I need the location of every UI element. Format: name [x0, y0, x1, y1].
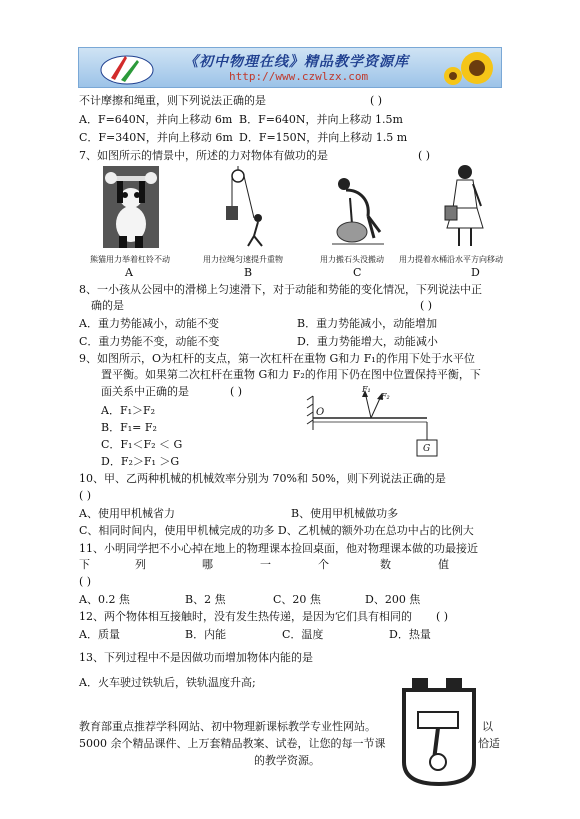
engine-cylinder-diagram — [398, 676, 480, 788]
intro-text: 不计摩擦和绳重，则下列说法正确的是 — [79, 94, 266, 107]
pulley-lifting-image — [218, 166, 274, 248]
q12-text: 12、两个物体相互接触时，没有发生热传递，是因为它们具有相同的 — [79, 610, 412, 623]
q8-option-b: B．重力势能减小，动能增加 — [297, 317, 438, 330]
q6-option-b: B．F=640N，并向上移动 1.5m — [239, 113, 403, 126]
banner-url[interactable]: http://www.czwlzx.com — [229, 70, 369, 83]
q11-word-4: 一 — [260, 558, 271, 571]
q11-word-5: 个 — [318, 558, 329, 571]
q10-option-b: B、使用甲机械做功多 — [291, 507, 399, 520]
q9-option-c: C．F₁＜F₂ ＜ G — [101, 438, 183, 451]
q11-word-2: 列 — [135, 558, 146, 571]
lever-weight-label: G — [423, 444, 431, 454]
panda-lifting-image — [103, 166, 159, 248]
sunflower-icon — [439, 48, 501, 88]
q7-caption-d: 用力提着水桶沿水平方向移动 — [399, 255, 503, 264]
lifting-rock-image — [330, 166, 386, 248]
q7-label-b: B — [244, 266, 253, 279]
q12-option-c: C．温度 — [282, 628, 324, 641]
q12-option-a: A．质量 — [79, 628, 120, 641]
lever-fulcrum-label: O — [316, 407, 325, 418]
q10-paren: ( ) — [79, 489, 92, 502]
q7-paren: ( ) — [418, 149, 431, 162]
q11-option-c: C、20 焦 — [273, 593, 321, 606]
intro-paren: ( ) — [370, 94, 383, 107]
q7-text: 7、如图所示的情景中，所述的力对物体有做功的是 — [79, 149, 328, 162]
q11-word-7: 值 — [438, 558, 449, 571]
q8-text: 8、一小孩从公园中的滑梯上匀速滑下，对于动能和势能的变化情况，下列说法中正 — [79, 283, 482, 296]
q11-option-a: A、0.2 焦 — [79, 593, 130, 606]
q7-label-a: A — [125, 266, 133, 279]
q8-option-a: A．重力势能减小，动能不变 — [79, 317, 219, 330]
q10-option-a: A、使用甲机械省力 — [79, 507, 175, 520]
q9-text-cont1: 置平衡。如果第二次杠杆在重物 G和力 F₂的作用下仍在图中位置保持平衡，下 — [101, 368, 481, 381]
q8-option-c: C．重力势能不变，动能不变 — [79, 335, 220, 348]
q10-text: 10、甲、乙两种机械的机械效率分别为 70%和 50%，则下列说法正确的是 — [79, 472, 446, 485]
q12-option-d: D．热量 — [389, 628, 431, 641]
q10-option-c: C、相同时间内，使用甲机械完成的功多 D、乙机械的额外功在总功中占的比例大 — [79, 524, 474, 537]
header-banner — [78, 47, 502, 88]
q7-caption-a: 熊猫用力举着杠铃不动 — [90, 255, 170, 264]
banner-title: 《初中物理在线》精品教学资源库 — [184, 54, 409, 70]
q13-option-a: A．火车驶过铁轨后，铁轨温度升高; — [79, 676, 256, 689]
q9-option-b: B．F₁= F₂ — [101, 421, 157, 434]
q9-paren: ( ) — [230, 385, 243, 398]
q8-paren: ( ) — [420, 299, 433, 312]
footer-line-2: 5000 余个精品课件、上万套精品教案、试卷，让您的每一节课 — [79, 737, 386, 750]
q11-option-d: D、200 焦 — [365, 593, 421, 606]
q11-option-b: B、2 焦 — [185, 593, 226, 606]
q9-option-d: D．F₂＞F₁ ＞G — [101, 455, 180, 468]
footer-line-2-end: 恰适 — [478, 737, 500, 750]
q9-text-cont2: 面关系中正确的是 — [101, 385, 189, 398]
q7-caption-c: 用力搬石头没搬动 — [320, 255, 384, 264]
lever-f1-label: F₁ — [362, 385, 371, 394]
q9-option-a: A．F₁＞F₂ — [101, 404, 156, 417]
q12-paren: ( ) — [436, 610, 449, 623]
q6-option-d: D．F=150N，并向上移动 1.5 m — [239, 131, 408, 144]
q11-word-6: 数 — [380, 558, 391, 571]
q7-label-c: C — [353, 266, 362, 279]
q9-text: 9、如图所示，O为杠杆的支点，第一次杠杆在重物 G和力 F₁的作用下处于水平位 — [79, 352, 475, 365]
q7-label-d: D — [471, 266, 480, 279]
footer-line-3: 的教学资源。 — [254, 754, 320, 767]
site-logo-icon — [97, 50, 157, 86]
q8-option-d: D．重力势能增大，动能减小 — [297, 335, 438, 348]
footer-line-1-end: 以 — [482, 720, 493, 733]
footer-line-1: 教育部重点推荐学科网站、初中物理新课标教学专业性网站。 — [79, 720, 376, 733]
q11-word-1: 下 — [79, 558, 90, 571]
q11-text: 11、小明同学把不小心掉在地上的物理课本捡回桌面，他对物理课本做的功最接近 — [79, 542, 478, 555]
carrying-bucket-image — [437, 162, 493, 250]
q11-word-3: 哪 — [202, 558, 213, 571]
lever-f2-label: F₂ — [381, 392, 390, 401]
q8-text-cont: 确的是 — [91, 299, 124, 312]
q11-paren: ( ) — [79, 575, 92, 588]
q13-text: 13、下列过程中不是因做功而增加物体内能的是 — [79, 651, 313, 664]
q6-option-a: A．F=640N，并向上移动 6m — [79, 113, 233, 126]
q6-option-c: C．F=340N，并向上移动 6m — [79, 131, 233, 144]
q12-option-b: B．内能 — [185, 628, 227, 641]
q7-caption-b: 用力拉绳匀速提升重物 — [203, 255, 283, 264]
